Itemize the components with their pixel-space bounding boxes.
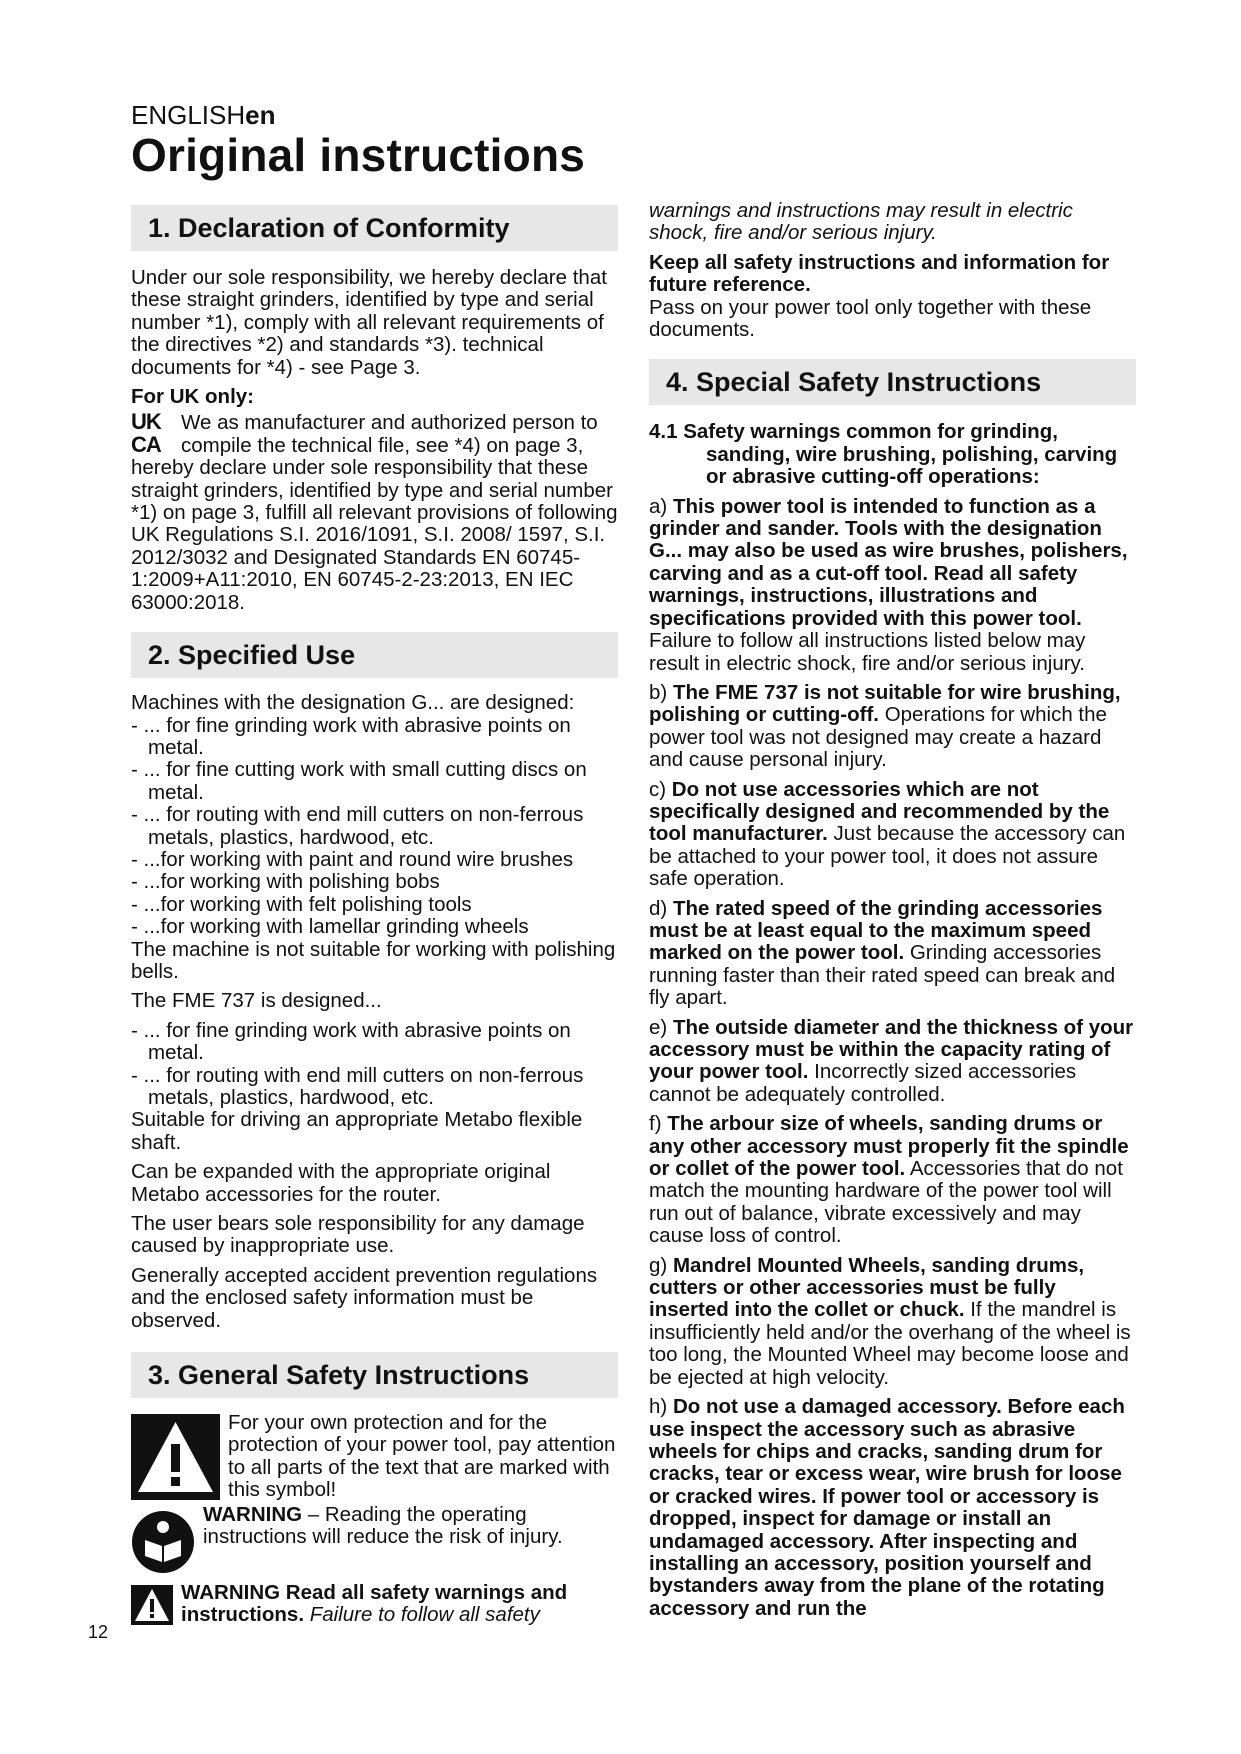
safety-item-h: h) Do not use a damaged accessory. Before each use inspect the accessory such as abrasive wheels for chips and cracks, sanding drum for cracks, tear or excess wear, wire brush for loose or cracked wires. If power tool or accessory is dropped, inspect for damage or install an undamaged accessory. After inspecting and installing an accessory, position yourself and bystanders away from the plane of the rotating accessory and run the	[649, 1395, 1125, 1620]
right-column	[649, 200, 1136, 1620]
section-heading-conformity: 1. Declaration of Conformity	[131, 205, 618, 251]
ukca-mark-bottom: CA	[131, 431, 161, 457]
safety-item-e: e) The outside diameter and the thickness of your accessory must be within the capacity rating of your power tool. Incorrectly sized accessories cannot be adequately controlled.	[649, 1015, 1134, 1106]
language-label	[131, 100, 276, 131]
page-title: Original instructions	[131, 129, 586, 181]
list-item: - ... for routing with end mill cutters on non-ferrous metals, plastics, hardwood, etc.	[131, 803, 584, 849]
not-suitable-text: The machine is not suitable for working with polishing bells.	[131, 937, 616, 983]
list-item: - ... for fine cutting work with small cutting discs on metal.	[131, 758, 587, 804]
warning-label: WARNING	[203, 1503, 303, 1527]
ukca-mark-top: UK	[131, 409, 161, 435]
safety-item-g: g) Mandrel Mounted Wheels, sanding drums, cutters or other accessories must be fully inserted into the collet or chuck. If the mandrel is insufficiently held and/or the overhang of the wheel is too long, the Mounted Wheel may become loose and be ejected at high velocity.	[649, 1253, 1131, 1389]
list-item: - ... for fine grinding work with abrasive points on metal.	[131, 1018, 571, 1065]
user-responsibility-text: The user bears sole responsibility for any damage caused by inappropriate use.	[131, 1212, 585, 1258]
warning-bold-text: WARNING Read all safety warnings and instructions.	[181, 1581, 568, 1627]
language-name: ENGLISH	[131, 100, 246, 130]
section-heading-special-safety: 4. Special Safety Instructions	[649, 359, 1136, 405]
language-code: en	[245, 100, 276, 130]
warning-italic-text: Failure to follow all safety	[304, 1603, 540, 1627]
warning-text: – Reading the operating instructions will reduce the risk of injury.	[203, 1503, 563, 1549]
warning-triangle-icon	[131, 1414, 220, 1500]
uk-only-label: For UK only:	[131, 385, 254, 409]
uk-declaration-text: We as manufacturer and authorized person to compile the technical file, see *4) on page 3, hereby declare under sole responsibility that these straight grinders, identified by type and serial number *1) on page 3, fulfill all relevant provisions of following UK Regulations S.I. 2016/1091, S.I. 2008/ 1597, S.I. 2012/3032 and Designated Standards EN 60745-1:2009+A11:2010, EN 60745-2-23:2013, EN IEC 63000:2018.	[131, 411, 618, 614]
read-all-warnings	[181, 1582, 621, 1627]
continued-warning-text: warnings and instructions may result in electric shock, fire and/or serious injury.	[649, 199, 1073, 245]
fme-intro: The FME 737 is designed...	[131, 989, 382, 1013]
read-manual-warning	[203, 1504, 623, 1549]
list-item: - ...for working with lamellar grinding wheels	[131, 915, 529, 939]
list-item: - ...for working with paint and round wire brushes	[131, 847, 574, 871]
pass-on-text: Pass on your power tool only together with these documents.	[649, 295, 1092, 342]
safety-item-c: c) Do not use accessories which are not specifically designed and recommended by the tool manufacturer. Just because the accessory can be attached to your power tool, it does not assure safe operation.	[649, 777, 1126, 891]
symbol-explanation-text: For your own protection and for the protection of your power tool, pay attention to all parts of the text that are marked with this symbol!	[228, 1411, 616, 1502]
specified-use-intro: Machines with the designation G... are designed:	[131, 691, 575, 715]
flexible-shaft-text: Suitable for driving an appropriate Metabo flexible shaft.	[131, 1108, 583, 1154]
section-heading-general-safety: 3. General Safety Instructions	[131, 1352, 618, 1398]
ukca-mark-icon	[131, 409, 177, 457]
expand-text: Can be expanded with the appropriate original Metabo accessories for the router.	[131, 1160, 551, 1206]
safety-item-d: d) The rated speed of the grinding accessories must be at least equal to the maximum speed marked on the power tool. Grinding accessories running faster than their rated speed can break and fly apart.	[649, 896, 1116, 1010]
list-item: - ...for working with felt polishing tools	[131, 892, 472, 916]
list-item: - ... for fine grinding work with abrasive points on metal.	[131, 713, 571, 759]
page-number: 12	[88, 1622, 109, 1642]
accident-prevention-text: Generally accepted accident prevention regulations and the enclosed safety information must be observed.	[131, 1263, 598, 1332]
safety-item-f: f) The arbour size of wheels, sanding drums or any other accessory must properly fit the spindle or collet of the power tool. Accessories that do not match the mounting hardware of the power tool will run out of balance, vibrate excessively and may cause loss of control.	[649, 1112, 1129, 1248]
warning-triangle-icon	[131, 1585, 173, 1625]
safety-item-b: b) The FME 737 is not suitable for wire brushing, polishing or cutting-off. Operations for which the power tool was not designed may create a hazard and cause personal injury.	[649, 680, 1121, 772]
left-column	[131, 205, 618, 1632]
safety-item-a: a) This power tool is intended to function as a grinder and sander. Tools with the designation G... may also be used as wire brushes, polishers, carving and as a cut-off tool. Read all safety warnings, instructions, illustrations and specifications provided with this power tool. Failure to follow all instructions listed below may result in electric shock, fire and/or serious injury.	[649, 494, 1128, 675]
conformity-text: Under our sole responsibility, we hereby declare that these straight grinders, identified by type and serial number *1), comply with all relevant requirements of the directives *2) and standards *3). technical documents for *4) - see Page 3.	[131, 266, 607, 379]
section-heading-specified-use: 2. Specified Use	[131, 632, 618, 678]
read-manual-icon	[131, 1510, 195, 1574]
keep-instructions-text: Keep all safety instructions and information for future reference.	[649, 250, 1110, 297]
list-item: - ... for routing with end mill cutters on non-ferrous metals, plastics, hardwood, etc.	[131, 1063, 584, 1109]
list-item: - ...for working with polishing bobs	[131, 870, 440, 894]
subsection-heading: 4.1 Safety warnings common for grinding, sanding, wire brushing, polishing, carving or abrasive cutting-off operations:	[649, 420, 1118, 489]
